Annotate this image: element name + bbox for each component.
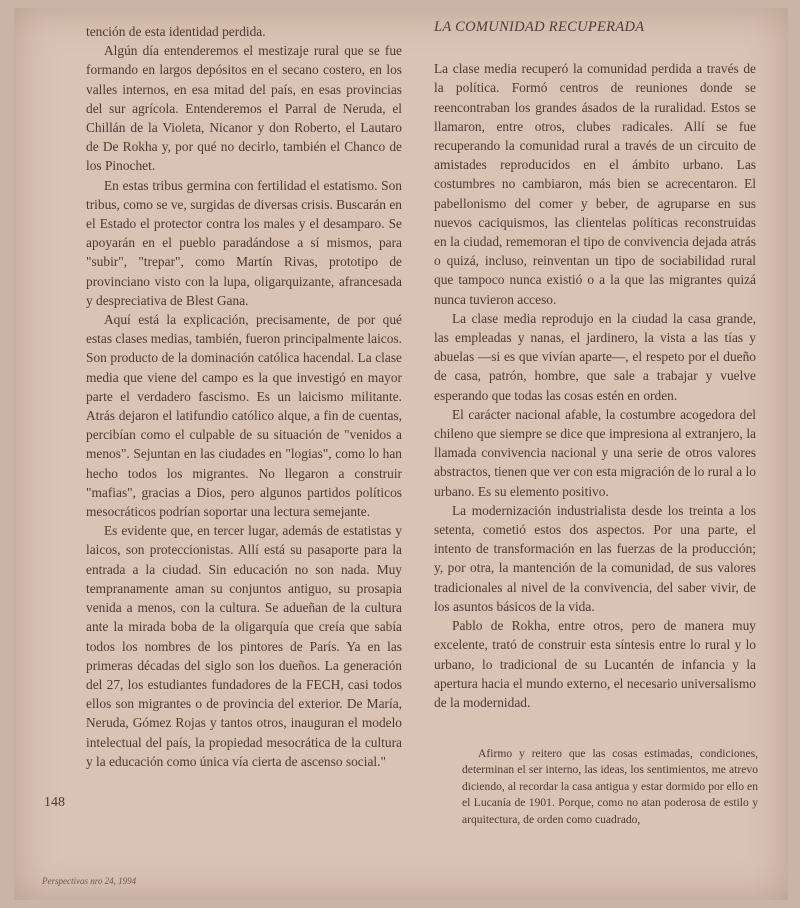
paragraph: La clase media reprodujo en la ciudad la casa grande, las empleadas y nanas, el jardinero, la vista a las tías y abuelas —si es que vivían aparte—, el respeto por el dueño de casa, patrón, hombre, que sale a trabajar y vuelve esperando que todas las cosas estén en orden. xyxy=(434,310,756,403)
section-title: LA COMUNIDAD RECUPERADA xyxy=(434,19,645,35)
paragraph: Pablo de Rokha, entre otros, pero de manera muy excelente, trató de construir esta síntesis entre lo rural y lo urbano, lo tradicional de su Lucantén de infancia y la apertura hacia el mundo externo, el necesario universalismo de la modernidad. xyxy=(434,618,756,710)
paragraph: tención de esta identidad perdida. xyxy=(86,24,266,39)
paragraph: Aquí está la explicación, precisamente, de por qué estas clases medias, también, fueron principalmente laicos. Son producto de la dominación católica hacendal. La clase media que viene del campo es la que investigó en mayor parte el verdadero fascismo. Es un laicismo militante. Atrás dejaron el latifundio católico alque, a fin de cuentas, percibían como el culpable de su situación de "venidos a menos". Sejuntan en las ciudades en "logias", como lo han hecho todos los migrantes. No llegaron a construir "mafias", gracias a Dios, pero algunos partidos políticos mesocráticos podrían soportar una lectura semejante. xyxy=(86,312,402,520)
paragraph: Algún día entenderemos el mestizaje rural que se fue formando en largos depósitos en el secano costero, en los valles internos, en esa mitad del país, en esas provincias del sur agrícola. Entenderemos el Parral de Neruda, el Chillán de la Violeta, Nicanor y don Roberto, el Lautaro de De Rokha y, por qué no decirlo, también el Chanco de los Pinochet. xyxy=(86,43,402,174)
paragraph: El carácter nacional afable, la costumbre acogedora del chileno que siempre se dice que impresiona al extranjero, la llamada convivencia nacional y una serie de otros valores abstractos, tienen que ver con esta migración de lo rural a lo urbano. Es su elemento positivo. xyxy=(434,406,756,499)
block-quote xyxy=(462,746,758,828)
paragraph: Es evidente que, en tercer lugar, además de estatistas y laicos, son proteccionistas. Allí está su pasaporte para la entrada a la ciudad. Sin educación no son nada. Muy tempranamente aman su conjuntos antiguo, su prosapia venida a menos, con la cultura. Se adueñan de la cultura ante la mirada boba de la oligarquía que creía que sabía todos los nombres de los pintores de París. Ya en las primeras décadas del siglo son los dueños. La generación del 27, los estudiantes fundadores de la FECH, casi todos ellos son migrantes o de provincia del exterior. De María, Neruda, Gómez Rojas y tantos otros, inauguran el modelo intelectual del país, la propiedad mesocrática de la cultura y la educación como única vía cierta de ascenso social." xyxy=(86,523,402,769)
quote-text: Afirmo y reitero que las cosas estimadas, condiciones, determinan el ser interno, las ideas, los sentimientos, me atrevo diciendo, al recordar la casa antigua y estar dormido por ello en el Lucanía de 1901. Porque, como no atan poderosa de estilo y arquitectura, de orden como cuadrado, xyxy=(462,747,758,826)
paragraph: La modernización industrialista desde los treinta a los setenta, cometió estos dos aspectos. Por una parte, el intento de transformación en las fuerzas de la producción; y, por otra, la mantención de la comunidad, de sus valores tradicionales al nivel de la convivencia, del saber vivir, de los asuntos básicos de la vida. xyxy=(434,502,756,614)
page-number: 148 xyxy=(44,795,65,810)
right-column-body xyxy=(434,59,756,712)
document-page xyxy=(14,8,788,900)
paragraph: En estas tribus germina con fertilidad el estatismo. Son tribus, como se ve, surgidas de diversas crisis. Buscarán en el Estado el protector contra los males y el desamparo. Se apoyarán en el pueblo paradándose a sí mismos, para "subir", "trepar", como Martín Rivas, prototipo de provinciano visto con la lupa, oligarquizante, afrancesada y despreciativa de Blest Gana. xyxy=(86,177,402,308)
paragraph: La clase media recuperó la comunidad perdida a través de la política. Formó centros de reuniones donde se reencontraban los grandes ásados de la ruralidad. Estos se llamaron, entre otros, clubes radicales. Allí se fue recuperando la comunidad rural a través de un circuito de amistades reproducidos en el ámbito urbano. Las costumbres no cambiaron, más bien se acrecentaron. El pabellonismo del comer y beber, de agruparse en sus nuevos caciquismos, las clientelas políticas reconstruidas en la ciudad, rememoran el tipo de convivencia dejada atrás o quizá, incluso, reinventan un tipo de sociabilidad rural que tampoco nunca existió o a la que las migrantes quizá nunca tuvieron acceso. xyxy=(434,61,756,307)
right-column xyxy=(434,18,756,712)
footer-citation: Perspectivas nro 24, 1994 xyxy=(42,876,137,886)
left-column xyxy=(86,22,402,771)
